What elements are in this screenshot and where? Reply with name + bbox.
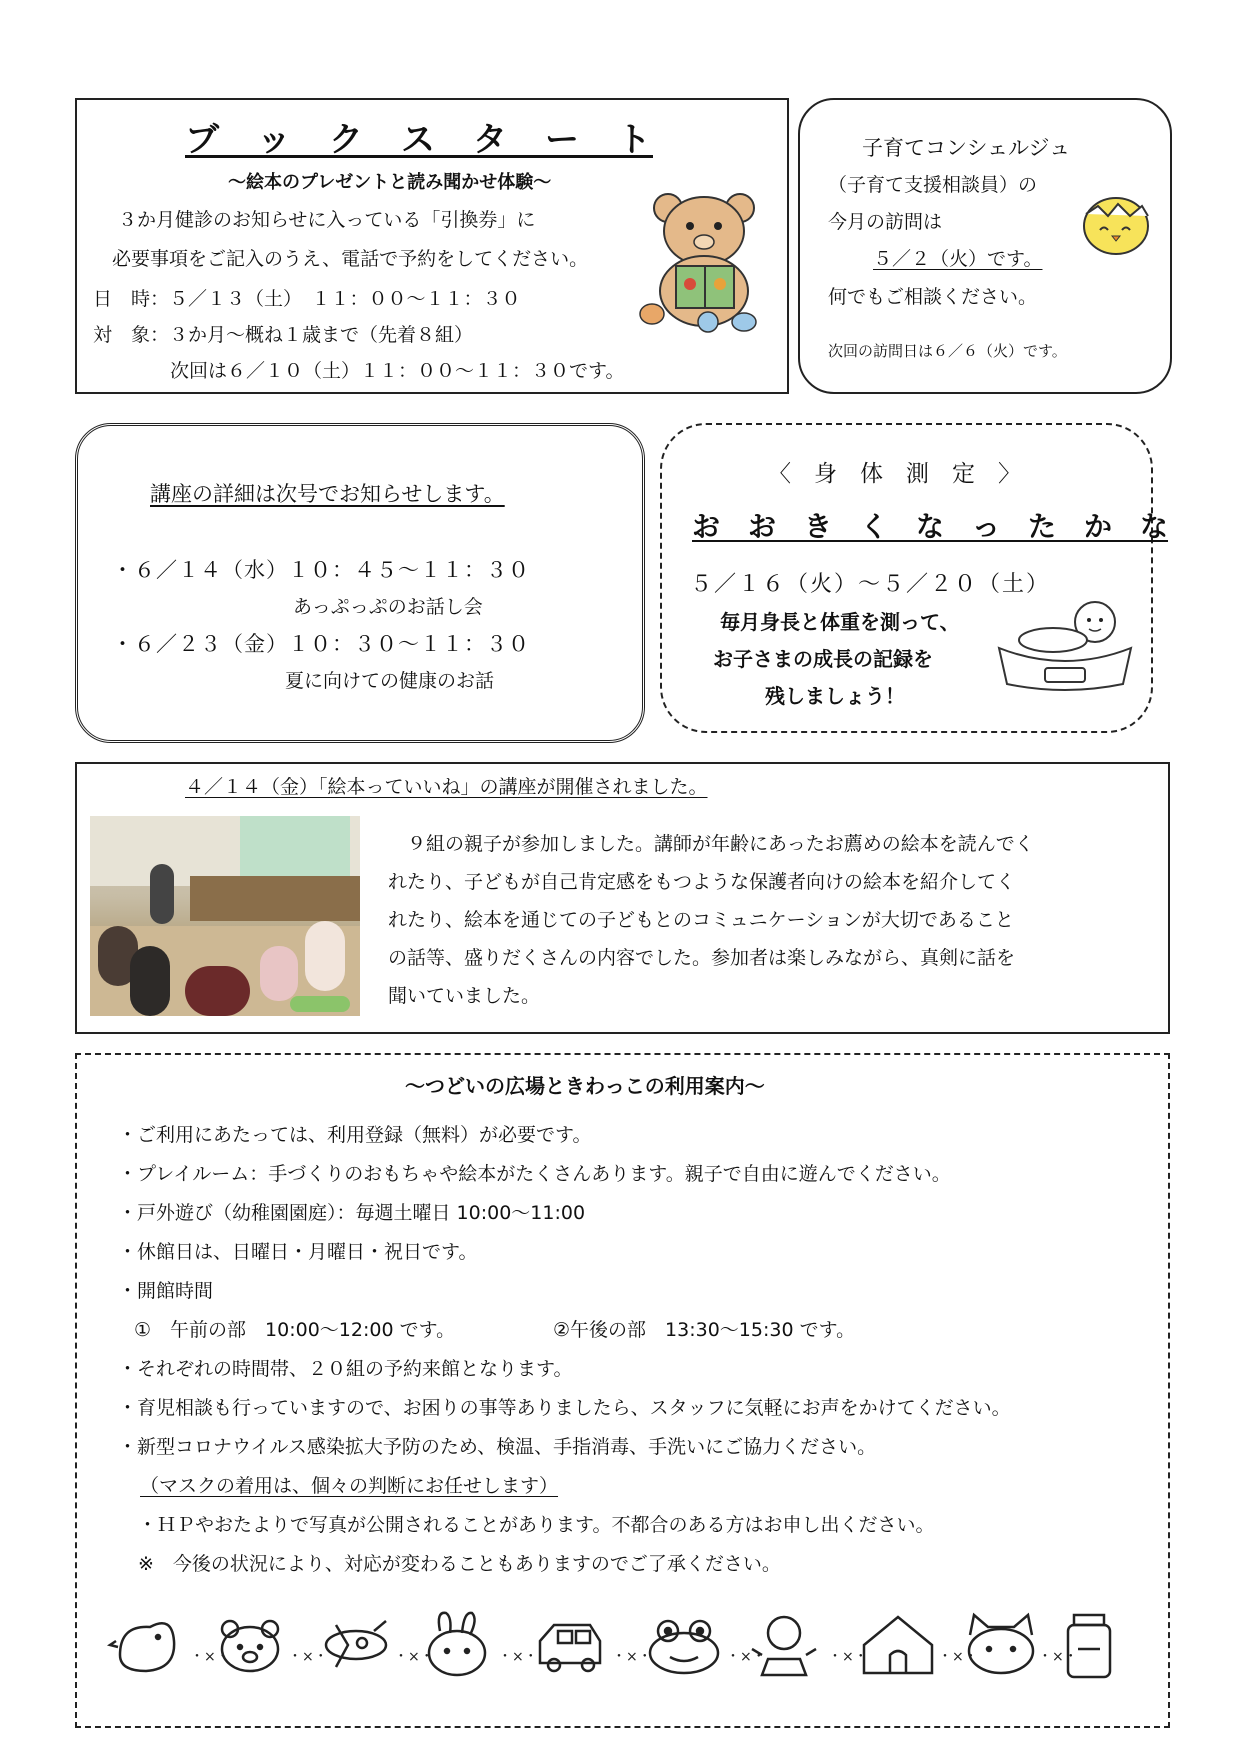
guide-mask: （マスクの着用は、個々の判断にお任せします） xyxy=(140,1475,559,1497)
airplane-icon xyxy=(326,1621,386,1667)
report-line-5: 聞いていました。 xyxy=(388,985,541,1007)
guide-title: ～つどいの広場ときわっこの利用案内～ xyxy=(405,1074,765,1098)
guide-line-8: ・新型コロナウイルス感染拡大予防のため、検温、手指消毒、手洗いにご協力ください。 xyxy=(118,1436,877,1458)
chick-icon xyxy=(1080,186,1152,258)
report-title: ４／１４（金）「絵本っていいね」の講座が開催されました。 xyxy=(185,776,708,798)
concierge-line1: （子育て支援相談員）の xyxy=(828,174,1038,196)
svg-text:・×・: ・×・ xyxy=(1038,1649,1078,1665)
course-1-title: あっぷっぷのお話し会 xyxy=(293,596,483,618)
guide-line-6: ・それぞれの時間帯、２０組の予約来館となります。 xyxy=(118,1358,573,1380)
bear-reading-icon xyxy=(640,186,780,336)
house-icon xyxy=(864,1617,932,1673)
frog-icon xyxy=(650,1621,718,1673)
concierge-date: ５／２（火）です。 xyxy=(873,248,1043,270)
concierge-title: 子育てコンシェルジュ xyxy=(862,136,1071,160)
courses-heading: 講座の詳細は次号でお知らせします。 xyxy=(150,482,505,506)
guide-hp: ・ＨＰやおたよりで写真が公開されることがあります。不都合のある方はお申し出ください。 xyxy=(138,1514,935,1536)
event-photo xyxy=(90,816,360,1016)
svg-text:・×・: ・×・ xyxy=(288,1649,328,1665)
measure-title: 〈 身 体 測 定 〉 xyxy=(768,461,1021,487)
bookstart-date: 日 時：５／１３（土） １１：００～１１：３０ xyxy=(93,288,521,310)
concierge-next: 次回の訪問日は６／６（火）です。 xyxy=(828,342,1067,360)
measure-headline: お お き く な っ た か な xyxy=(692,510,1169,543)
measure-dates: ５／１６（火）～５／２０（土） xyxy=(690,572,1051,597)
jar-icon xyxy=(1068,1615,1110,1677)
guide-line-2: ・プレイルーム：手づくりのおもちゃや絵本がたくさんあります。親子で自由に遊んでください。 xyxy=(118,1163,951,1185)
guide-line-1: ・ご利用にあたっては、利用登録（無料）が必要です。 xyxy=(118,1124,592,1146)
measure-line2: お子さまの成長の記録を xyxy=(713,647,933,671)
duck-icon xyxy=(110,1623,174,1671)
guide-line-5: ・開館時間 xyxy=(118,1280,214,1302)
baby-scale-icon xyxy=(995,596,1135,696)
bookstart-title: ブ ッ ク ス タ ー ト xyxy=(185,120,653,160)
report-line-4: の話等、盛りだくさんの内容でした。参加者は楽しみながら、真剣に話を xyxy=(388,947,1016,969)
svg-text:・×・: ・×・ xyxy=(394,1649,434,1665)
car-icon xyxy=(540,1625,600,1671)
svg-text:・×・: ・×・ xyxy=(726,1649,766,1665)
bookstart-line2: 必要事項をご記入のうえ、電話で予約をしてください。 xyxy=(112,248,589,270)
guide-hours-pm: ②午後の部 13:30～15:30 です。 xyxy=(553,1319,856,1341)
measure-line1: 毎月身長と体重を測って、 xyxy=(720,610,960,634)
bookstart-subtitle: ～絵本のプレゼントと読み聞かせ体験～ xyxy=(228,172,552,193)
svg-text:・×・: ・×・ xyxy=(828,1649,868,1665)
course-2-date: ・６／２３（金）１０：３０～１１：３０ xyxy=(112,632,530,656)
bear-icon xyxy=(222,1621,278,1671)
report-line-2: れたり、子どもが自己肯定感をもつような保護者向けの絵本を紹介してく xyxy=(388,871,1016,893)
report-line-3: れたり、絵本を通じての子どもとのコミュニケーションが大切であること xyxy=(388,909,1014,931)
child-icon xyxy=(752,1617,816,1675)
guide-line-7: ・育児相談も行っていますので、お困りの事等ありましたら、スタッフに気軽にお声をかけてください。 xyxy=(118,1397,1011,1419)
guide-hours-am: ① 午前の部 10:00～12:00 です。 xyxy=(134,1319,456,1341)
rabbit-icon xyxy=(429,1613,485,1675)
bookstart-line1: ３か月健診のお知らせに入っている「引換券」に xyxy=(118,209,536,231)
bookstart-target: 対 象：３か月～概ね１歳まで（先着８組） xyxy=(93,324,474,346)
guide-line-3: ・戸外遊び（幼稚園園庭）：毎週土曜日 10:00～11:00 xyxy=(118,1202,586,1224)
concierge-line3: 何でもご相談ください。 xyxy=(828,286,1038,308)
decorative-icon-row xyxy=(112,1605,1132,1685)
bookstart-next: 次回は６／１０（土）１１：００～１１：３０です。 xyxy=(170,360,625,382)
measure-line3: 残しましょう！ xyxy=(765,684,905,708)
svg-text:・×・: ・×・ xyxy=(612,1649,652,1665)
concierge-line2: 今月の訪問は xyxy=(828,211,943,233)
course-1-date: ・６／１４（水）１０：４５～１１：３０ xyxy=(112,558,530,582)
svg-text:・×・: ・×・ xyxy=(938,1649,978,1665)
svg-text:・×・: ・×・ xyxy=(190,1649,230,1665)
report-line-1: ９組の親子が参加しました。講師が年齢にあったお薦めの絵本を読んでく xyxy=(388,833,1034,855)
course-2-title: 夏に向けての健康のお話 xyxy=(285,670,495,692)
svg-text:・×・: ・×・ xyxy=(498,1649,538,1665)
guide-note: ※ 今後の状況により、対応が変わることもありますのでご了承ください。 xyxy=(138,1553,781,1575)
cat-icon xyxy=(969,1615,1033,1673)
guide-line-4: ・休館日は、日曜日・月曜日・祝日です。 xyxy=(118,1241,478,1263)
